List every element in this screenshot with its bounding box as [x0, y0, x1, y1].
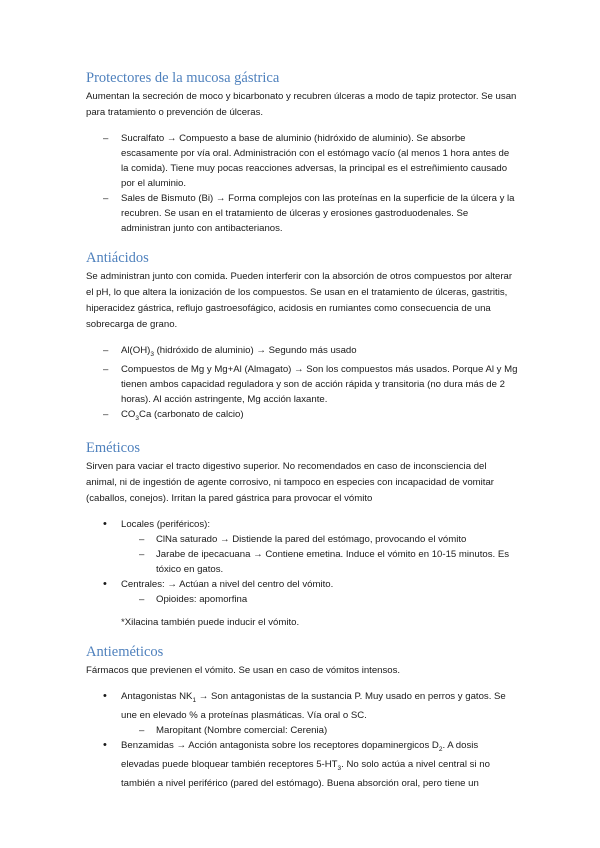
- bullet-marker: •: [103, 517, 107, 530]
- subscript: 2: [438, 745, 443, 753]
- section-intro: Se administran junto con comida. Pueden interferir con la absorción de otros compuestos por alterar el pH, lo que altera la ionización de los compuestos. Se usan en el tratamiento de úlceras, gastritis, hiperacidez gástrica, reflujo gastroesofágico, acidosis en rumiantes como consecuencia de una sobrecarga de grano.: [86, 271, 513, 330]
- item-text: ClNa saturado → Distiende la pared del estómago, provocando el vómito: [156, 533, 467, 545]
- section-emeticos: [86, 440, 518, 630]
- section-antiacidos: [86, 250, 518, 426]
- subscript: 3: [337, 764, 342, 772]
- list-item: [86, 362, 518, 407]
- item-list: [86, 131, 518, 236]
- item-text: Ca (carbonato de calcio): [139, 408, 244, 420]
- section-title: Protectores de la mucosa gástrica: [86, 70, 280, 86]
- item-text: Jarabe de ipecacuana → Contiene emetina. Induce el vómito en 10-15 minutos. Es tóxico en gatos.: [156, 548, 510, 575]
- document-page: [86, 70, 518, 805]
- list-item: [86, 343, 518, 362]
- dash-marker: –: [103, 193, 109, 204]
- dash-marker: –: [103, 408, 109, 420]
- item-text: Opioides: apomorfina: [156, 593, 248, 605]
- list-item: [86, 407, 518, 426]
- section-title: Antieméticos: [86, 643, 164, 660]
- section-antiemeticos: [86, 644, 518, 791]
- item-text: Compuestos de Mg y Mg+Al (Almagato) → Son los compuestos más usados. Porque Al y Mg tienen ambos capacidad reguladora y son de acción rápida y transitoria (no dura más de 2 horas). Al acción astringente, Mg acción laxante.: [121, 363, 518, 405]
- dash-marker: –: [139, 724, 145, 736]
- section-protectores: [86, 70, 518, 236]
- section-intro: Fármacos que previenen el vómito. Se usan en caso de vómitos intensos.: [86, 664, 401, 676]
- dash-marker: –: [139, 533, 145, 545]
- dash-marker: –: [139, 593, 145, 605]
- bullet-marker: •: [103, 738, 107, 751]
- item-text: Locales (periféricos):: [121, 518, 211, 530]
- dash-marker: –: [103, 345, 109, 356]
- bullet-marker: •: [103, 689, 107, 702]
- item-text: → Son antagonistas de la sustancia P. Muy usado en perros y gatos. Se une en elevado % a proteínas plasmáticas. Vía oral o SC.: [121, 690, 506, 721]
- list-item: [86, 517, 518, 532]
- item-text: Sales de Bismuto (Bi) → Forma complejos con las proteínas en la superficie de la úlcera y la recubren. Se usan en el tratamiento de úlceras y erosiones gastroduodenales. Se administran junto con antibacterianos.: [121, 193, 515, 234]
- item-list: [86, 689, 518, 791]
- item-list: [86, 517, 518, 607]
- item-text: . A dosis elevadas puede bloquear también receptores 5-HT: [121, 739, 479, 770]
- list-item: [86, 131, 518, 191]
- item-text: CO: [121, 408, 136, 420]
- dash-marker: –: [103, 133, 109, 144]
- list-item: [86, 547, 518, 577]
- footnote: *Xilacina también puede inducir el vómito.: [121, 616, 300, 628]
- bullet-marker: •: [103, 577, 107, 590]
- item-text: Centrales: → Actúan a nivel del centro del vómito.: [121, 578, 334, 590]
- list-item: [86, 592, 518, 607]
- item-text: Sucralfato → Compuesto a base de aluminio (hidróxido de aluminio). Se absorbe escasamente por vía oral. Administración con el estómago vacío (al menos 1 hora antes de la comida). Tiene muy pocas reacciones adversas, la principal es el estreñimiento causado por el aluminio.: [121, 133, 510, 189]
- subscript: 1: [192, 696, 197, 704]
- list-item: [86, 532, 518, 547]
- section-title: Antiácidos: [86, 250, 149, 266]
- item-text: . No solo actúa a nivel central si no también a nivel periférico (pared del estómago). Buena absorción oral, pero tiene un: [121, 758, 490, 789]
- section-intro: Sirven para vaciar el tracto digestivo superior. No recomendados en caso de inconsciencia del animal, ni de ingestión de agente corrosivo, ni tampoco en especies con incapacidad de vomitar (caballos, conejos). Irritan la pared gástrica para provocar el vómito: [86, 460, 494, 504]
- dash-marker: –: [139, 548, 145, 560]
- section-intro: Aumentan la secreción de moco y bicarbonato y recubren úlceras a modo de tapiz protector. Se usan para tratamiento o prevención de úlceras.: [86, 91, 517, 118]
- list-item: [86, 689, 518, 723]
- item-text: Al(OH): [121, 345, 151, 356]
- list-item: [86, 723, 518, 738]
- item-text: (hidróxido de aluminio) → Segundo más usado: [153, 345, 357, 356]
- item-list: [86, 343, 518, 426]
- section-title: Eméticos: [86, 439, 140, 456]
- list-item: [86, 577, 518, 592]
- item-text: Maropitant (Nombre comercial: Cerenia): [156, 724, 328, 736]
- subscript: 3: [135, 414, 140, 422]
- list-item: [86, 191, 518, 236]
- list-item: [86, 738, 518, 791]
- dash-marker: –: [103, 363, 109, 375]
- item-text: Antagonistas NK: [121, 690, 193, 702]
- item-text: Benzamidas → Acción antagonista sobre los receptores dopaminergicos D: [121, 739, 439, 751]
- subscript: 3: [150, 350, 154, 358]
